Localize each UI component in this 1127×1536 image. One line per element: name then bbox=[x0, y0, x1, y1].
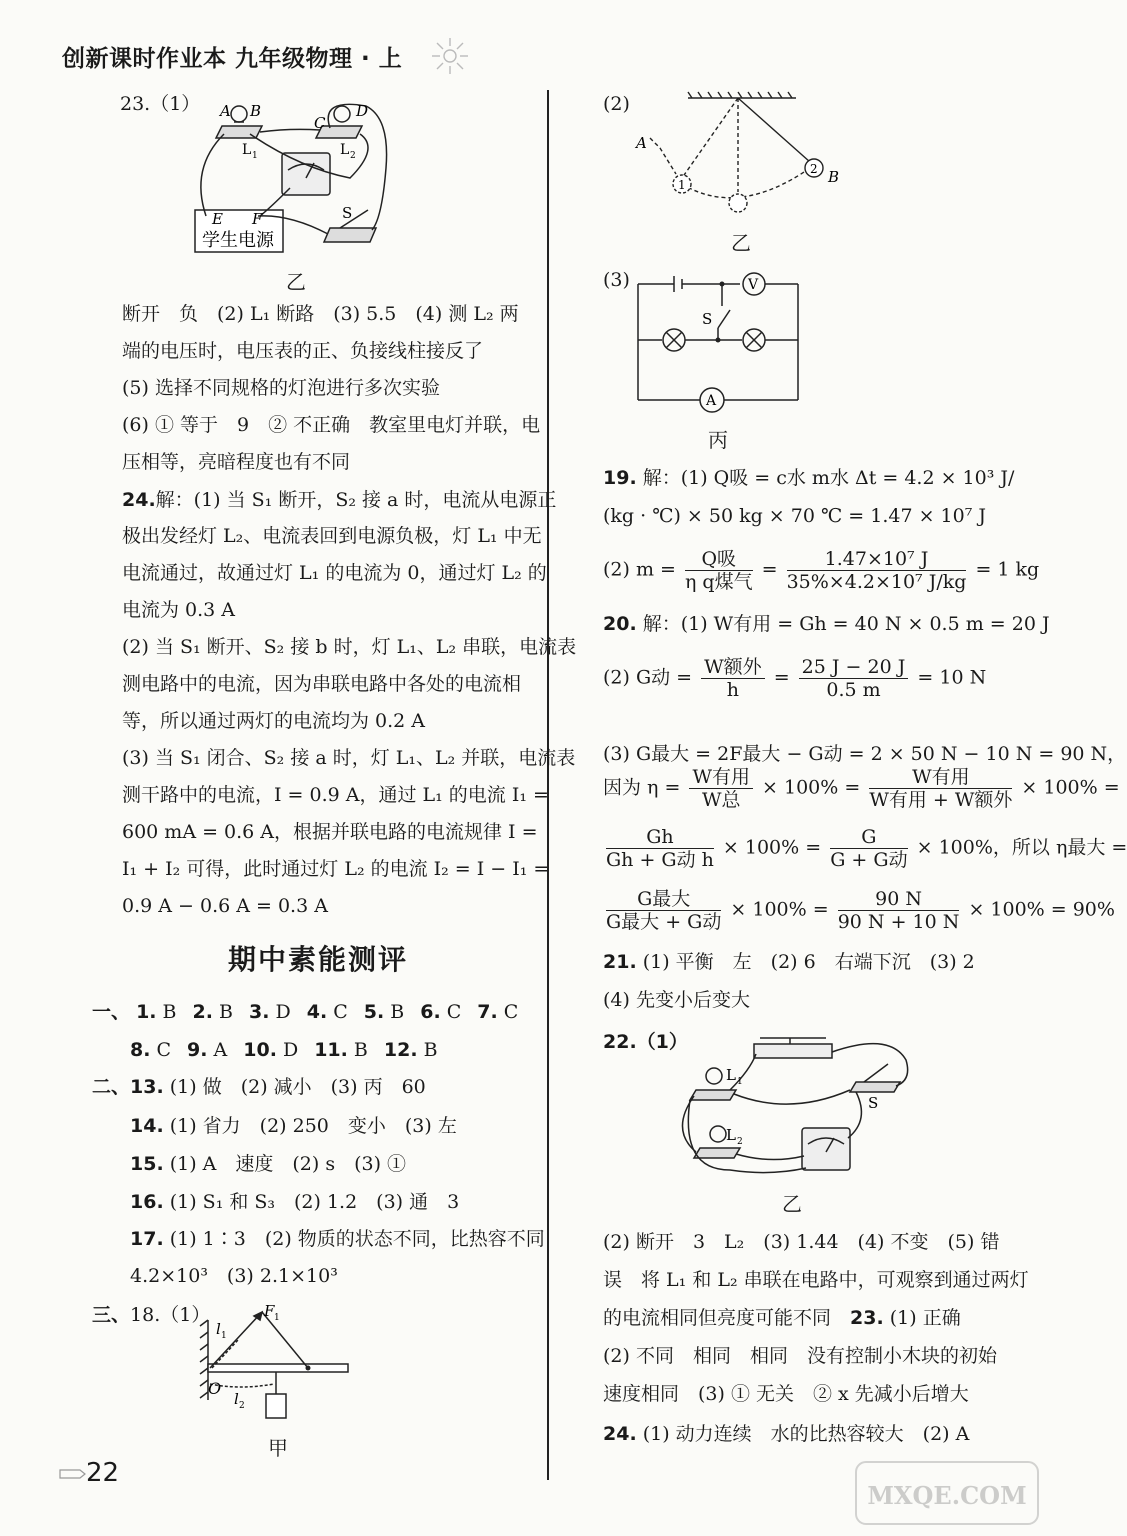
q24-line-1: 解：(1) 当 S₁ 断开，S₂ 接 a 时，电流从电源正 bbox=[155, 489, 557, 511]
fig-label-c: C bbox=[314, 114, 326, 132]
mc-answer bbox=[193, 1001, 233, 1023]
q24-line-7: 等，所以通过两灯的电流均为 0.2 A bbox=[122, 710, 426, 732]
mc-question-number: 7. bbox=[477, 1001, 498, 1023]
q23b-number: 23. bbox=[850, 1307, 884, 1329]
q23-line-4: (6) ① 等于 9 ② 不正确 教室里电灯并联，电 bbox=[122, 414, 541, 436]
q22-circuit-figure bbox=[670, 1030, 915, 1180]
fig-label-b: B bbox=[828, 168, 840, 186]
switch-label: S bbox=[702, 310, 713, 328]
fig2-label: (2) bbox=[603, 93, 630, 115]
mc-answer bbox=[249, 1001, 291, 1023]
q23-line-1: 断开 负 (2) L₁ 断路 (3) 5.5 (4) 测 L₂ 两 bbox=[122, 303, 519, 325]
q22-figure-caption: 乙 bbox=[782, 1192, 802, 1216]
mc-question-number: 6. bbox=[420, 1001, 441, 1023]
mc-answer bbox=[136, 1001, 176, 1023]
fig-label-s: S bbox=[868, 1094, 879, 1112]
q13-number: 13. bbox=[130, 1076, 164, 1098]
q24-line-6: 测电路中的电流，因为串联电路中各处的电流相 bbox=[122, 673, 522, 695]
fig-label-l1-sub: 1 bbox=[221, 1331, 227, 1341]
voltmeter-symbol: V bbox=[748, 277, 759, 293]
q22-label: 22.（1） bbox=[603, 1031, 688, 1053]
mc-answer bbox=[384, 1039, 438, 1061]
mc-question-number: 10. bbox=[243, 1039, 277, 1061]
mc-question-number: 5. bbox=[363, 1001, 385, 1023]
q23-line-5: 压相等，亮暗程度也有不同 bbox=[122, 451, 351, 473]
mc-answer-letter: B bbox=[156, 1001, 177, 1023]
q18-lever-figure bbox=[190, 1300, 360, 1430]
q21-number: 21. bbox=[603, 951, 637, 973]
q23-line-3: (5) 选择不同规格的灯泡进行多次实验 bbox=[122, 377, 440, 399]
q20-l6-fraction-2: $\frac{90 N}{90 N + 10 N}$ bbox=[837, 888, 960, 933]
fig-label-e: E bbox=[212, 210, 223, 228]
q24-line-5: (2) 当 S₁ 断开、S₂ 接 b 时，灯 L₁、L₂ 串联，电流表 bbox=[122, 636, 577, 658]
fig3-label: (3) bbox=[603, 269, 630, 291]
mc-answer-letter: B bbox=[384, 1001, 405, 1023]
fig-label-a: A bbox=[220, 102, 231, 120]
q20-line-1: 解：(1) W有用 = Gh = 40 N × 0.5 m = 20 J bbox=[642, 613, 1050, 635]
mc-answer bbox=[307, 1001, 348, 1023]
q23b-line-2: 速度相同 (3) ① 无关 ② x 先减小后增大 bbox=[603, 1383, 969, 1405]
q24-line-11: I₁ + I₂ 可得，此时通过灯 L₂ 的电流 I₂ = I − I₁ = bbox=[122, 858, 550, 880]
q16-number: 16. bbox=[130, 1191, 164, 1213]
q22-line-1: (2) 断开 3 L₂ (3) 1.44 (4) 不变 (5) 错 bbox=[603, 1231, 1000, 1253]
q24-number: 24. bbox=[122, 489, 156, 511]
sun-decoration-icon bbox=[428, 36, 472, 76]
q17-answer: (1) 1∶3 (2) 物质的状态不同，比热容不同 bbox=[169, 1228, 545, 1250]
mc-question-number: 9. bbox=[187, 1039, 208, 1061]
q23-figure-caption: 乙 bbox=[286, 270, 306, 294]
fig-label-f1-sub: 1 bbox=[274, 1313, 280, 1323]
mc-answer-letter: A bbox=[207, 1039, 228, 1061]
svg-text:MXQE.COM: MXQE.COM bbox=[867, 1481, 1027, 1510]
fig-label-l1-sub: 1 bbox=[737, 1077, 743, 1087]
q20-number: 20. bbox=[603, 613, 637, 635]
fig-label-l2-sub: 2 bbox=[350, 151, 356, 161]
q24-line-8: (3) 当 S₁ 闭合、S₂ 接 a 时，灯 L₁、L₂ 并联，电流表 bbox=[122, 747, 576, 769]
ammeter-symbol: A bbox=[706, 393, 717, 409]
mc-question-number: 4. bbox=[306, 1001, 328, 1023]
fig-label-l1: l bbox=[216, 1320, 221, 1338]
fig-label-l1: L bbox=[726, 1066, 736, 1084]
q20-fraction-1: $\frac{\text{W额外}}{h}$ bbox=[701, 656, 765, 701]
mc-answer-letter: C bbox=[327, 1001, 348, 1023]
q19-line-2: (kg · ℃) × 50 kg × 70 ℃ = 1.47 × 10⁷ J bbox=[603, 505, 986, 527]
q20-p2-result: = 10 N bbox=[917, 666, 987, 689]
q22-line-3: 的电流相同但亮度可能不同 bbox=[603, 1307, 832, 1329]
q19-number: 19. bbox=[603, 467, 637, 489]
watermark-logo bbox=[852, 1458, 1042, 1528]
q15-answer: (1) A 速度 (2) s (3) ① bbox=[169, 1153, 407, 1175]
fig-label-1: 1 bbox=[678, 178, 686, 192]
mc-answers-row-2 bbox=[130, 1039, 454, 1061]
mc-answer bbox=[243, 1039, 298, 1061]
mc-answer bbox=[314, 1039, 368, 1061]
q21-line-1: (1) 平衡 左 (2) 6 右端下沉 (3) 2 bbox=[642, 951, 975, 973]
q24-line-10: 600 mA = 0.6 A，根据并联电路的电流规律 I = bbox=[122, 821, 538, 843]
q15-number: 15. bbox=[130, 1153, 164, 1175]
mc-question-number: 8. bbox=[130, 1039, 151, 1061]
fig-label-a: A bbox=[636, 134, 647, 152]
q24-line-3: 电流通过，故通过灯 L₁ 的电流为 0，通过灯 L₂ 的 bbox=[122, 562, 547, 584]
page-number: 22 bbox=[60, 1458, 119, 1488]
q23b-inline: (1) 正确 bbox=[889, 1307, 961, 1329]
q19-p2-prefix: (2) m = bbox=[603, 558, 676, 581]
mc-question-number: 12. bbox=[383, 1039, 418, 1061]
mc-question-number: 3. bbox=[249, 1001, 270, 1023]
mc-answer-letter: B bbox=[417, 1039, 438, 1061]
mc-answer-letter: D bbox=[276, 1039, 299, 1061]
q20-l5-fraction-1: $\frac{Gh}{\text{Gh + G动 h}}$ bbox=[606, 826, 714, 871]
q16-answer: (1) S₁ 和 S₃ (2) 1.2 (3) 通 3 bbox=[169, 1191, 460, 1213]
q19-fraction-2: $\frac{\text{1.47×10⁷ J}}{\text{35\%×4.2×10⁷ J/kg}}$ bbox=[786, 548, 967, 593]
q13-answer: (1) 做 (2) 减小 (3) 丙 60 bbox=[169, 1076, 426, 1098]
q20-eta-fraction-2: $\frac{\text{W有用}}{\text{W有用 + W额外}}$ bbox=[869, 766, 1013, 811]
pendulum-figure bbox=[630, 92, 860, 222]
q18-label: 18.（1） bbox=[130, 1304, 211, 1326]
q14-number: 14. bbox=[130, 1115, 164, 1137]
mc-answer-letter: C bbox=[497, 1001, 519, 1023]
q24-line-2: 极出发经灯 L₂、电流表回到电源负极，灯 L₁ 中无 bbox=[122, 525, 542, 547]
page-tab-icon bbox=[60, 1467, 86, 1481]
q22-line-2: 误 将 L₁ 和 L₂ 串联在电路中，可观察到通过两灯 bbox=[603, 1269, 1029, 1291]
fig3-caption: 丙 bbox=[708, 428, 728, 452]
fig-label-d: D bbox=[356, 102, 369, 120]
q20-l5-fraction-2: $\frac{G}{\text{G + G动}}$ bbox=[830, 826, 908, 871]
fig-label-f1: F bbox=[264, 1302, 275, 1320]
q17-number: 17. bbox=[130, 1228, 164, 1250]
fig-label-l1-sub: 1 bbox=[252, 151, 258, 161]
q24b-number: 24. bbox=[603, 1423, 637, 1445]
fig-label-l2-sub: 2 bbox=[239, 1401, 245, 1411]
part1-label: 一、 bbox=[92, 1001, 131, 1023]
mc-answer bbox=[477, 1001, 518, 1023]
mc-question-number: 2. bbox=[192, 1001, 213, 1023]
mc-answer-letter: B bbox=[212, 1001, 233, 1023]
mc-answer-letter: D bbox=[269, 1001, 291, 1023]
q23-label: 23.（1） bbox=[120, 93, 201, 115]
power-supply-label: 学生电源 bbox=[202, 230, 274, 251]
mc-answer bbox=[420, 1001, 461, 1023]
q23b-line-1: (2) 不同 相同 相同 没有控制小木块的初始 bbox=[603, 1345, 997, 1367]
mc-answer-letter: B bbox=[347, 1039, 368, 1061]
mc-question-number: 11. bbox=[314, 1039, 348, 1061]
fig2-caption: 乙 bbox=[731, 231, 751, 255]
fig-label-l1: L bbox=[242, 142, 252, 158]
part3-label: 三、 bbox=[92, 1304, 131, 1326]
q24-line-4: 电流为 0.3 A bbox=[122, 599, 236, 621]
mc-answers-row-1 bbox=[136, 1001, 534, 1023]
part2-label: 二、 bbox=[92, 1076, 131, 1098]
fig-label-s: S bbox=[342, 204, 353, 222]
q20-eta-prefix: 因为 η = bbox=[603, 776, 681, 799]
q19-fraction-1: $\frac{\text{Q吸}}{\text{η q煤气}}$ bbox=[684, 548, 753, 593]
q21-line-2: (4) 先变小后变大 bbox=[603, 989, 750, 1011]
q24b-line: (1) 动力连续 水的比热容较大 (2) A bbox=[642, 1423, 970, 1445]
q20-line-3: (3) G最大 = 2F最大 − G动 = 2 × 50 N − 10 N = 90 N， bbox=[603, 743, 1127, 765]
mc-answer-letter: C bbox=[440, 1001, 462, 1023]
fig-label-o: O bbox=[208, 1379, 222, 1398]
fig-label-l2: L bbox=[726, 1126, 736, 1144]
q23-circuit-figure bbox=[190, 98, 415, 263]
q18-figure-caption: 甲 bbox=[268, 1436, 288, 1460]
fig-label-f: F bbox=[252, 210, 263, 228]
mc-answer bbox=[130, 1039, 171, 1061]
q14-answer: (1) 省力 (2) 250 变小 (3) 左 bbox=[169, 1115, 457, 1137]
q24-line-12: 0.9 A − 0.6 A = 0.3 A bbox=[122, 895, 328, 917]
section-title: 期中素能测评 bbox=[228, 943, 409, 976]
fig-label-b: B bbox=[250, 102, 262, 120]
q20-l6-fraction-1: $\frac{\text{G最大}}{\text{G最大 + G动}}$ bbox=[606, 888, 722, 933]
q23-line-2: 端的电压时，电压表的正、负接线柱接反了 bbox=[122, 340, 484, 362]
q20-p2-prefix: (2) G动 = bbox=[603, 666, 693, 689]
q19-p2-result: = 1 kg bbox=[975, 558, 1040, 581]
q20-eta-fraction-1: $\frac{\text{W有用}}{\text{W总}}$ bbox=[689, 766, 753, 811]
fig-label-l2: l bbox=[234, 1390, 239, 1408]
mc-answer bbox=[187, 1039, 227, 1061]
circuit-diagram-bing bbox=[630, 268, 810, 418]
q24-line-9: 测干路中的电流，I = 0.9 A，通过 L₁ 的电流 I₁ = bbox=[122, 784, 549, 806]
q20-fraction-2: $\frac{25 J - 20 J}{0.5 m}$ bbox=[799, 656, 909, 701]
mc-answer-letter: C bbox=[150, 1039, 172, 1061]
mc-answer bbox=[364, 1001, 404, 1023]
page-header-title: 创新课时作业本 九年级物理 · 上 bbox=[62, 46, 403, 72]
fig-label-2: 2 bbox=[810, 162, 818, 176]
fig-label-l2-sub: 2 bbox=[737, 1137, 743, 1147]
q17-continuation: 4.2×10³ (3) 2.1×10³ bbox=[130, 1265, 338, 1287]
mc-question-number: 1. bbox=[136, 1001, 157, 1023]
q19-line-1: 解：(1) Q吸 = c水 m水 Δt = 4.2 × 10³ J/ bbox=[642, 467, 1015, 489]
fig-label-l2: L bbox=[340, 142, 350, 158]
